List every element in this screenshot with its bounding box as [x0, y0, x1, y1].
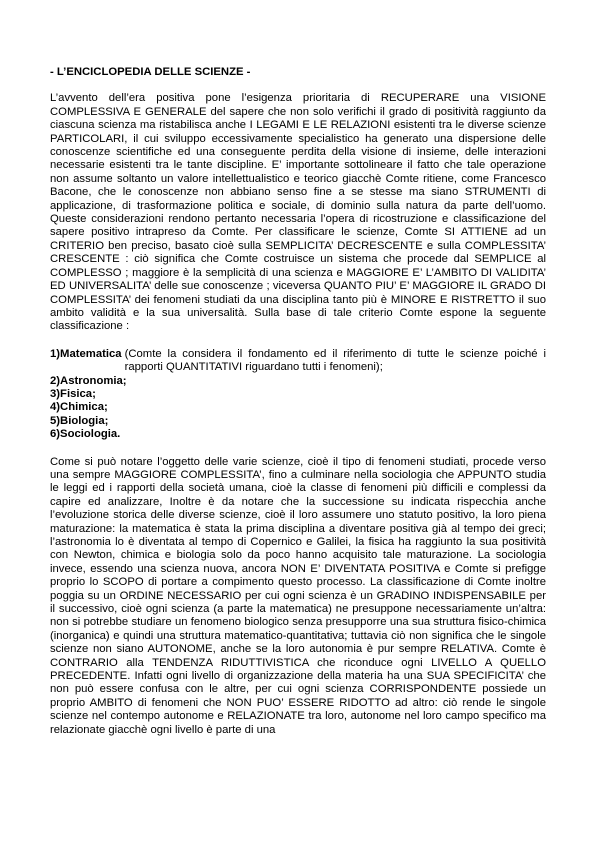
- list-item-matematica: [50, 348, 546, 375]
- list-item-sociologia: 6)Sociologia.: [50, 428, 121, 441]
- list-item-chimica: 4)Chimica;: [50, 401, 108, 414]
- paragraph-analysis: Come si può notare l’oggetto delle varie scienze, cioè il tipo di fenomeni studiati, procede verso una sempre MAGGIORE COMPLESSITA’, fino a culminare nella sociologia che APPUNTO studia le leggi ed i rapporti della società umana, cioè la classe di fenomeni più difficili e complessi da capire ed analizzare, Inoltre è da notare che la successione su indicata rispecchia anche l’evoluzione storica delle diverse scienze, cioè il loro assumere uno statuto positivo, la loro piena maturazione: la matematica è stata la prima disciplina a diventare positiva già al tempo dei greci; l’astronomia lo è diventata al tempo di Copernico e Galilei, la fisica ha raggiunto la sua positività con Newton, chimica e biologia solo da poco hanno acquisito tale maturazione. La sociologia invece, essendo una scienza nuova, ancora NON E’ DIVENTATA POSITIVA e Comte si prefigge proprio lo SCOPO di portare a compimento questo processo. La classificazione di Comte inoltre poggia su un ORDINE NECESSARIO per cui ogni scienza è un GRADINO INDISPENSABILE per il successivo, cioè ogni scienza (a parte la matematica) ne presuppone necessariamente un’altra: non si potrebbe studiare un fenomeno biologico senza presupporre una sua struttura fisico-chimica (inorganica) e quindi una struttura matematico-quantitativa; tuttavia ciò non significa che le singole scienze non siano AUTONOME, anche se la loro autonomia è pur sempre RELATIVA. Comte è CONTRARIO alla TENDENZA RIDUTTIVISTICA che riconduce ogni LIVELLO A QUELLO PRECEDENTE. Infatti ogni livello di organizzazione della materia ha una SUA SPECIFICITA’ che non può essere confusa con le altre, per cui ogni scienza CORRISPONDENTE possiede un proprio AMBITO di fenomeni che NON PUO’ ESSERE RIDOTTO ad altro: ciò rende le singole scienze nel contempo autonome e RELAZIONATE tra loro, autonome nel loro campo specifico ma relazionate giacchè ogni livello è parte di una: [50, 455, 546, 736]
- document-title: - L’ENCICLOPEDIA DELLE SCIENZE -: [50, 66, 251, 78]
- list-item-note: (Comte la considera il fondamento ed il riferimento di tutte le scienze poiché i rapporti QUANTITATIVI riguardano tutti i fenomeni);: [124, 347, 546, 374]
- list-item-fisica: 3)Fisica;: [50, 387, 96, 400]
- list-item-biologia: 5)Biologia;: [50, 414, 109, 427]
- list-item-label: 1)Matematica: [50, 347, 122, 360]
- paragraph-intro: L’avvento dell’era positiva pone l’esigenza prioritaria di RECUPERARE una VISIONE COMPLESSIVA E GENERALE del sapere che non solo verifichi il grado di positività raggiunto da ciascuna scienza ma ristabilisca anche I LEGAMI E LE RELAZIONI esistenti tra le diverse scienze PARTICOLARI, il cui sviluppo eccessivamente specialistico ha generato una dispersione delle conoscenze scientifiche ed una conseguente perdita della visione di insieme, delle interazioni necessarie esistenti tra le tante discipline. E’ importante sottolineare il fatto che tale operazione non assume soltanto un valore intellettualistico e teorico giacchè Comte ritiene, come Francesco Bacone, che le conoscenze non abbiano senso fine a se stesse ma siano STRUMENTI di applicazione, di trasformazione politica e sociale, di dominio sulla natura da parte dell’uomo. Queste considerazioni rendono pertanto necessaria l’opera di ricostruzione e classificazione del sapere positivo intrapreso da Comte. Per classificare le scienze, Comte SI ATTIENE ad un CRITERIO ben preciso, basato cioè sulla SEMPLICITA’ DECRESCENTE e sulla COMPLESSITA’ CRESCENTE : ciò significa che Comte costruisce un sistema che procede dal SEMPLICE al COMPLESSO ; maggiore è la semplicità di una scienza e MAGGIORE E’ L’AMBITO DI VALIDITA’ ED UNIVERSALITA’ delle sue conoscenze ; viceversa QUANTO PIU’ E’ MAGGIORE IL GRADO DI COMPLESSITA’ dei fenomeni studiati da una disciplina tanto più è MINORE E RISTRETTO il suo ambito validità e la sua universalità. Sulla base di tale criterio Comte espone la seguente classificazione :: [50, 92, 546, 333]
- list-item-astronomia: 2)Astronomia;: [50, 374, 127, 387]
- science-classification-list: [50, 348, 546, 442]
- document-page: [50, 66, 546, 737]
